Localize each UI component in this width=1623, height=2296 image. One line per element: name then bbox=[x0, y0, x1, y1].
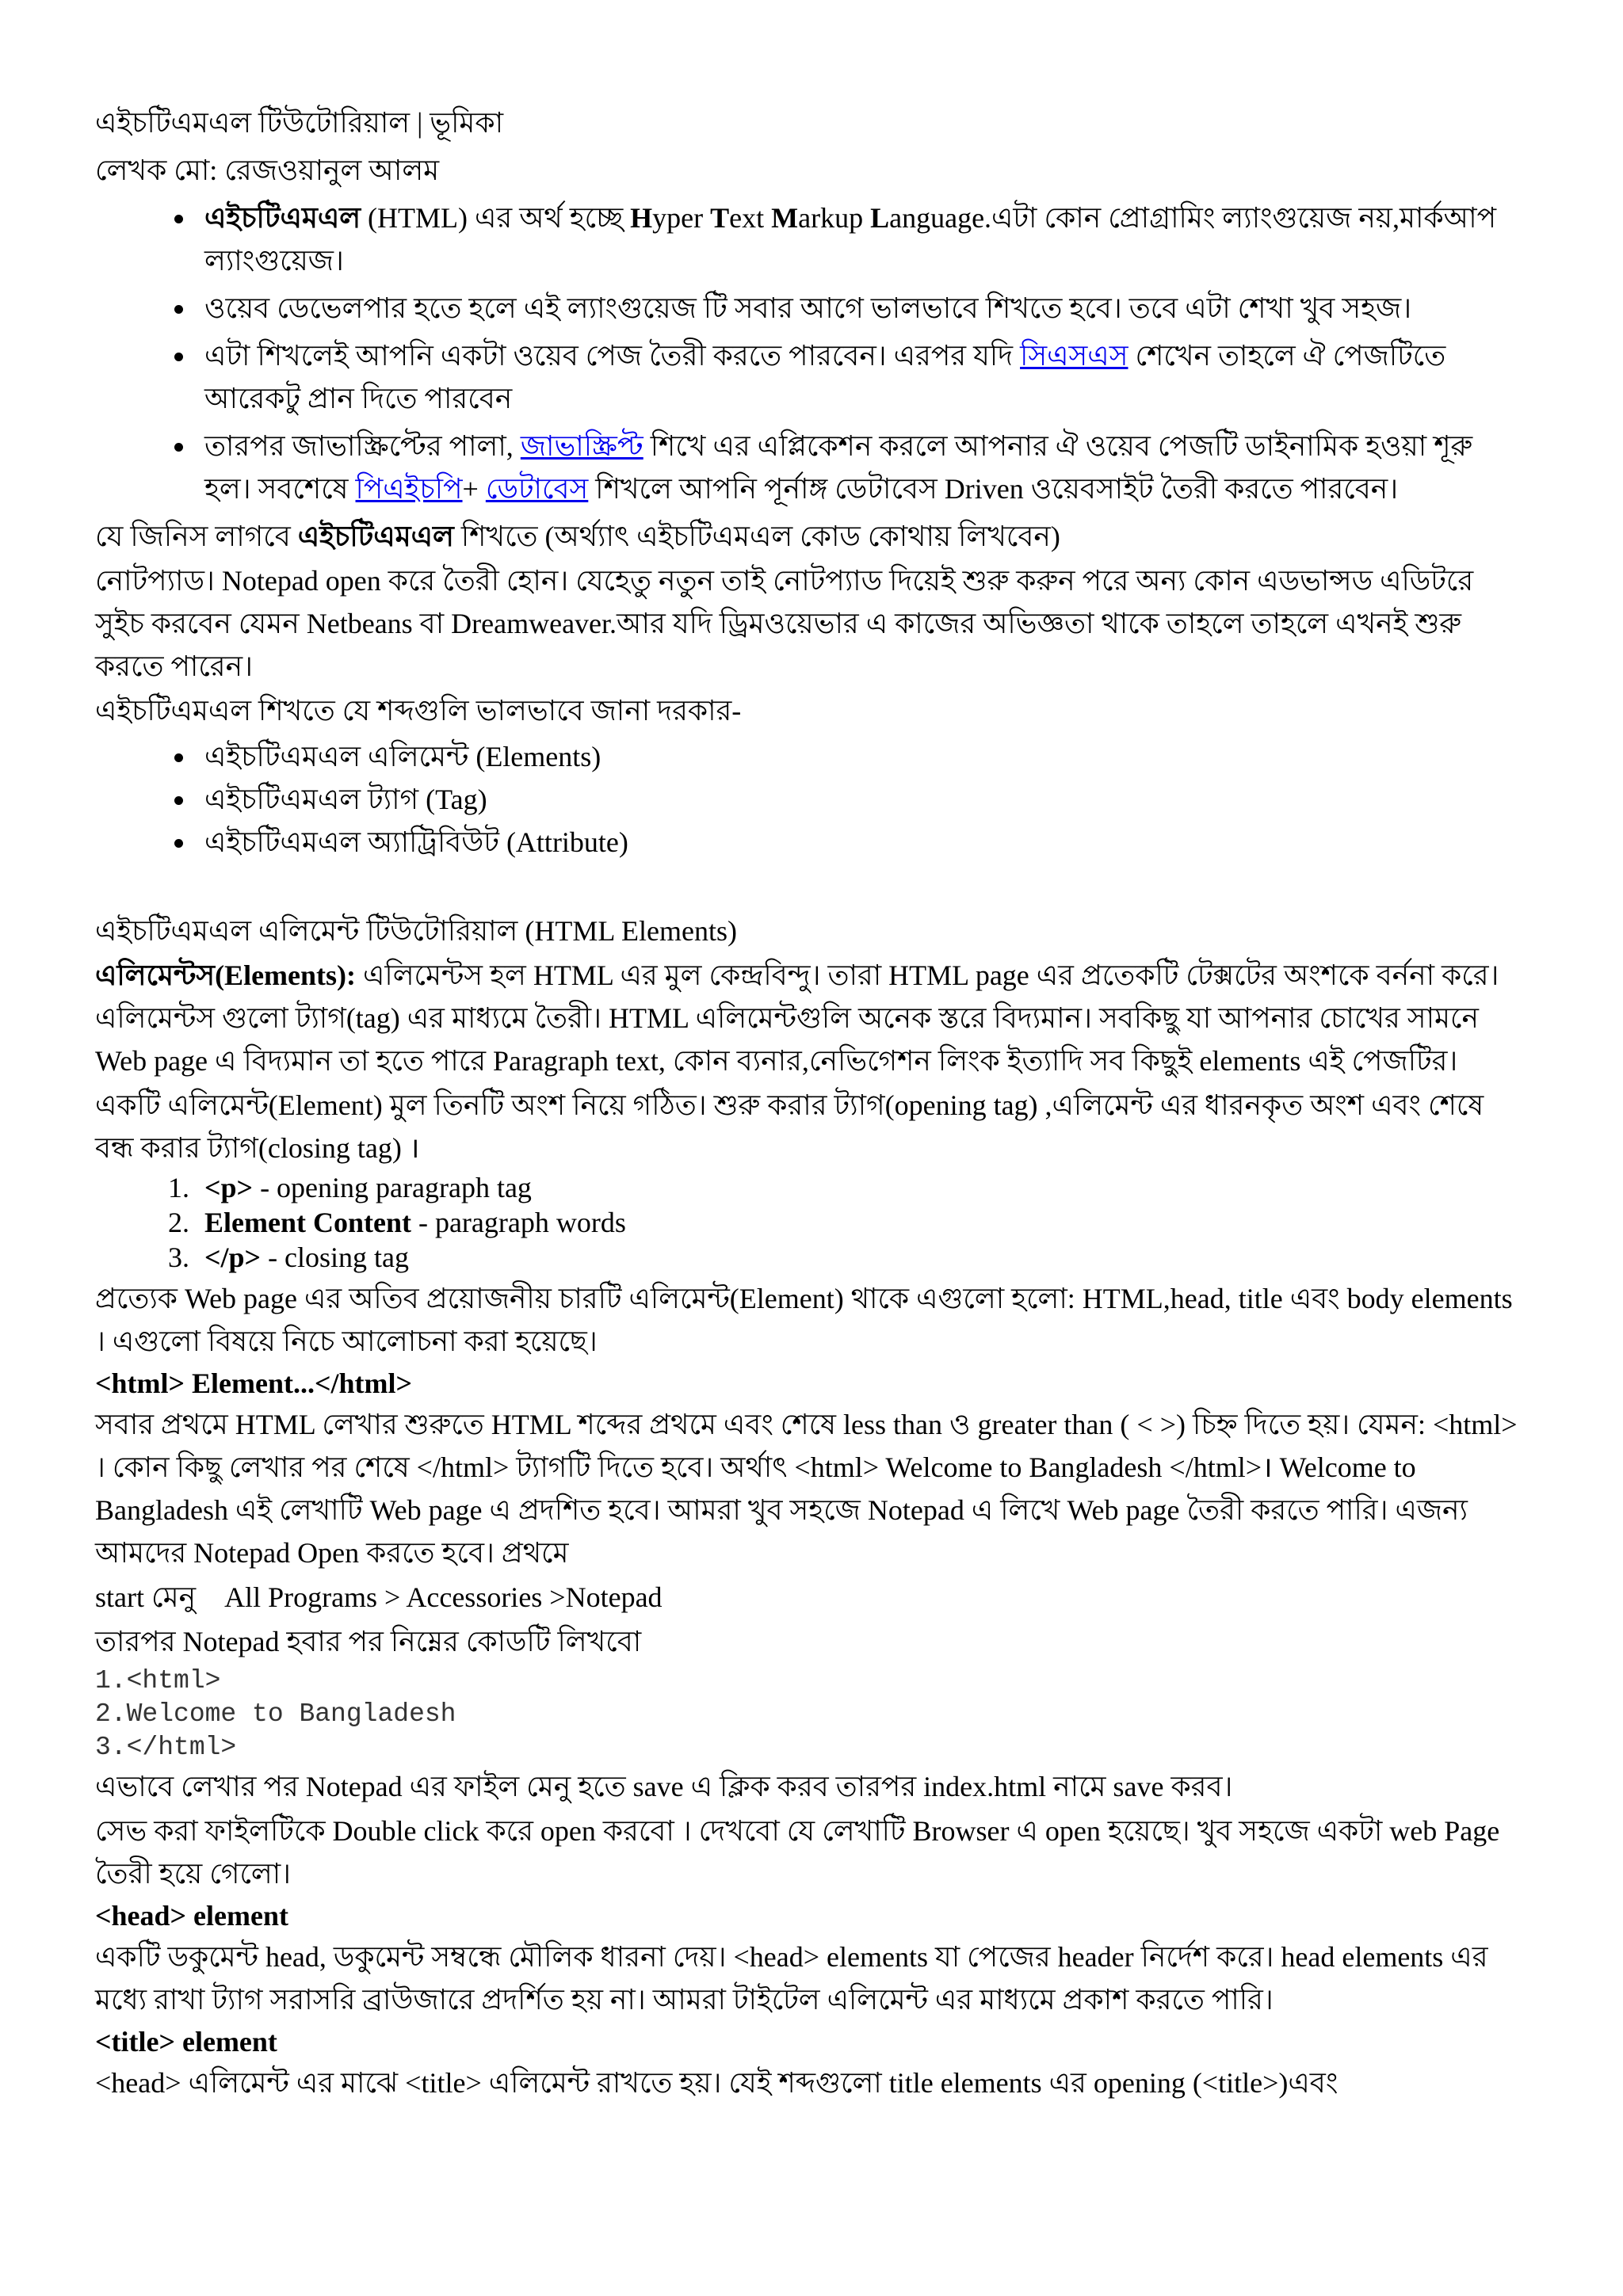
code-block bbox=[95, 1665, 1523, 1764]
text-span: এটা শিখলেই আপনি একটা ওয়েব পেজ তৈরী করতে পারবেন। এরপর যদি bbox=[204, 340, 1021, 372]
text-span: শেখেন তাহলে ঐ পেজটিতে আরেকটু প্রান দিতে পারবেন bbox=[204, 340, 1446, 414]
notepad-paragraph: নোটপ্যাড। Notepad open করে তৈরী হোন। যেহেতু নতুন তাই নোটপ্যাড দিয়েই শুরু করুন পরে অন্য কোন এডভান্সড এডিটরে সুইচ করবেন যেমন Netbeans বা Dreamweaver.আর যদি ড্রিমওয়েভার এ কাজের অভিজ্ঞতা থাকে তাহলে তাহলে এখনই শুরু করতে পারেন। bbox=[95, 565, 1474, 682]
head-element-paragraph: একটি ডকুমেন্ট head, ডকুমেন্ট সম্বন্ধে মৌলিক ধারনা দেয়। <head> elements যা পেজের header নির্দেশ করে। head elements এর মধ্যে রাখা ট্যাগ সরাসরি ব্রাউজারে প্রদর্শিত হয় না। আমরা টাইটেল এলিমেন্ট এর মাধ্যমে প্রকাশ করতে পারি। bbox=[95, 1941, 1488, 2016]
required-elements-paragraph: প্রত্যেক Web page এর অতিব প্রয়োজনীয় চারটি এলিমেন্ট(Element) থাকে এগুলো হলো: HTML,head, title এবং body elements । এগুলো বিষয়ে নিচে আলোচনা করা হয়েছে। bbox=[95, 1282, 1513, 1357]
list-item: • ওয়েব ডেভেলপার হতে হলে এই ল্যাংগুয়েজ টি সবার আগে ভালভাবে শিখতে হবে। তবে এটা শেখা খুব সহজ। bbox=[197, 287, 1523, 330]
code-line: 1.<html> bbox=[95, 1665, 221, 1695]
page-title: এইচটিএমএল টিউটোরিয়াল | ভূমিকা bbox=[95, 107, 504, 139]
elements-heading: এইচটিএমএল এলিমেন্ট টিউটোরিয়াল (HTML Elements) bbox=[95, 915, 737, 947]
words-intro: এইচটিএমএল শিখতে যে শব্দগুলি ভালভাবে জানা দরকার- bbox=[95, 695, 742, 727]
open-paragraph: সেভ করা ফাইলটিকে Double click করে open করবো । দেখবো যে লেখাটি Browser এ open হয়েছে। খুব সহজে একটা web Page তৈরী হয়ে গেলো। bbox=[95, 1815, 1500, 1890]
after-open-line: তারপর Notepad হবার পর নিম্নের কোডটি লিখবো bbox=[95, 1625, 642, 1657]
javascript-link[interactable]: জাভাস্ক্রিপ্ট bbox=[520, 430, 643, 462]
list-item bbox=[197, 196, 1523, 282]
spacer bbox=[95, 867, 1523, 908]
text-span: - paragraph words bbox=[411, 1206, 626, 1238]
bold-letter: H bbox=[630, 202, 653, 234]
elements-definition bbox=[95, 954, 1523, 1082]
head-element-heading: <head> element bbox=[95, 1900, 288, 1932]
needs-line bbox=[95, 515, 1523, 558]
bold-term: Element Content bbox=[204, 1206, 411, 1238]
bold-term: </p> bbox=[204, 1241, 262, 1273]
html-element-paragraph: সবার প্রথমে HTML লেখার শুরুতে HTML শব্দের প্রথমে এবং শেষে less than ও greater than ( < >) চিহ্ন দিতে হয়। যেমন: <html> । কোন কিছু লেখার পর শেষে </html> ট্যাগটি দিতে হবে। অর্থাৎ <html> Welcome to Bangladesh </html>। Welcome to Bangladesh এই লেখাটি Web page এ প্রদশিত হবে। আমরা খুব সহজে Notepad এ লিখে Web page তৈরী করতে পারি। এজন্য আমদের Notepad Open করতে হবে। প্রথমে bbox=[95, 1408, 1518, 1569]
title-element-heading: <title> element bbox=[95, 2026, 277, 2058]
text-span: - opening paragraph tag bbox=[253, 1172, 532, 1203]
text-span: শিখলে আপনি পূর্নাঙ্গ ডেটাবেস Driven ওয়েবসাইট তৈরী করতে পারবেন। bbox=[588, 473, 1399, 505]
bold-letter: T bbox=[710, 202, 730, 234]
text-span: ext bbox=[729, 202, 772, 234]
intro-list bbox=[95, 196, 1523, 510]
text-span: anguage.এটা কোন প্রোগ্রামিং ল্যাংগুয়েজ নয়,মার্কআপ ল্যাংগুয়েজ। bbox=[204, 202, 1497, 277]
text-span: (HTML) এর অর্থ হচ্ছে bbox=[361, 202, 631, 234]
save-paragraph: এভাবে লেখার পর Notepad এর ফাইল মেনু হতে save এ ক্লিক করব তারপর index.html নামে save করব। bbox=[95, 1771, 1233, 1803]
list-item bbox=[197, 1206, 1523, 1241]
bold-letter: M bbox=[771, 202, 799, 234]
text-span: - closing tag bbox=[261, 1241, 410, 1273]
list-item: • এইচটিএমএল ট্যাগ (Tag) bbox=[197, 778, 1523, 821]
menu-path: start মেনু All Programs > Accessories >Notepad bbox=[95, 1581, 663, 1613]
bold-term: <p> bbox=[204, 1172, 254, 1203]
text-span: + bbox=[462, 473, 486, 505]
code-line: 2.Welcome to Bangladesh bbox=[95, 1699, 456, 1729]
text-span: শিখতে (অর্থ্যাৎ এইচটিএমএল কোড কোথায় লিখবেন) bbox=[453, 521, 1060, 552]
database-link[interactable]: ডেটাবেস bbox=[485, 473, 589, 505]
text-span: yper bbox=[652, 202, 711, 234]
author-line: লেখক মো: রেজওয়ানুল আলম bbox=[95, 154, 440, 186]
text-span: যে জিনিস লাগবে bbox=[95, 521, 298, 552]
element-parts-paragraph: একটি এলিমেন্ট(Element) মুল তিনটি অংশ নিয়ে গঠিত। শুরু করার ট্যাগ(opening tag) ,এলিমেন্ট এর ধারনকৃত অংশ এবং শেষে বন্ধ করার ট্যাগ(closing tag) । bbox=[95, 1089, 1484, 1164]
list-item bbox=[197, 425, 1523, 510]
text-span: তারপর জাভাস্ক্রিপ্টের পালা, bbox=[204, 430, 521, 462]
list-item: • এইচটিএমএল অ্যাট্রিবিউট (Attribute) bbox=[197, 821, 1523, 864]
css-link[interactable]: সিএসএস bbox=[1020, 340, 1128, 372]
bold-term: এলিমেন্টস(Elements): bbox=[95, 959, 357, 991]
text-span: শিখে এর এপ্লিকেশন করলে আপনার ঐ ওয়েব পেজটি ডাইনামিক হওয়া শূরু হল। সবশেষে bbox=[204, 430, 1473, 505]
code-line: 3.</html> bbox=[95, 1732, 237, 1762]
list-item bbox=[197, 334, 1523, 420]
words-list bbox=[95, 735, 1523, 864]
php-link[interactable]: পিএইচপি bbox=[355, 473, 463, 505]
title-element-paragraph: <head> এলিমেন্ট এর মাঝে <title> এলিমেন্ট রাখতে হয়। যেই শব্দগুলো title elements এর opening (<title>)এবং bbox=[95, 2067, 1338, 2100]
list-item bbox=[197, 1241, 1523, 1276]
list-item: • এইচটিএমএল এলিমেন্ট (Elements) bbox=[197, 735, 1523, 778]
list-item bbox=[197, 1171, 1523, 1206]
bold-term: এইচটিএমএল bbox=[204, 202, 361, 234]
bold-term: এইচটিএমএল bbox=[297, 521, 454, 552]
element-parts-list bbox=[95, 1171, 1523, 1276]
text-span: arkup bbox=[798, 202, 871, 234]
bold-letter: L bbox=[870, 202, 890, 234]
text-span: এলিমেন্টস হল HTML এর মুল কেন্দ্রবিন্দু। তারা HTML page এর প্রতেকটি টেক্সটের অংশকে বর্ননা করে। এলিমেন্টস গুলো ট্যাগ(tag) এর মাধ্যমে তৈরী। HTML এলিমেন্টগুলি অনেক স্তরে বিদ্যমান। সবকিছু যা আপনার চোখের সামনে Web page এ বিদ্যমান তা হতে পারে Paragraph text, কোন ব্যনার,নেভিগেশন লিংক ইত্যাদি সব কিছুই elements এই পেজটির। bbox=[95, 959, 1499, 1077]
html-element-heading: <html> Element...</html> bbox=[95, 1367, 413, 1399]
